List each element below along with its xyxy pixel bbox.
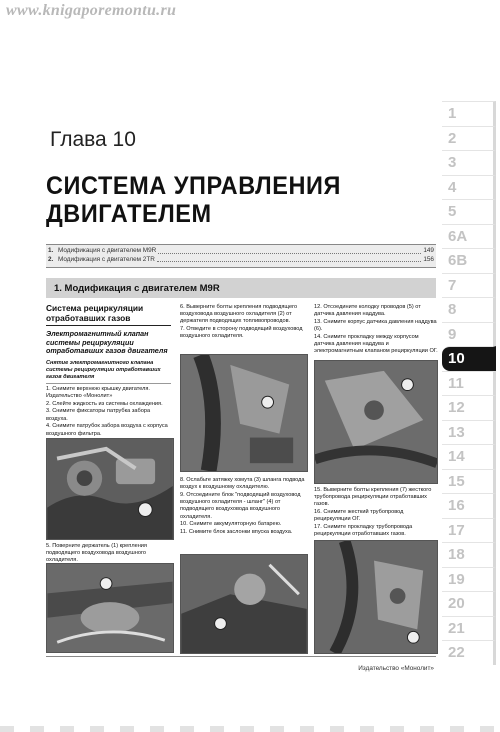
chapter-label: Глава 10 (50, 128, 136, 151)
table-of-contents (46, 244, 436, 268)
chapter-tab[interactable]: 21 (442, 616, 496, 641)
toc-entry[interactable] (48, 256, 434, 265)
engine-photo (180, 354, 308, 472)
chapter-tab[interactable]: 2 (442, 126, 496, 151)
engine-photo (314, 540, 438, 654)
step-text: 17. Снимите прокладку трубопровода рециркуляции отработавших газов. (314, 524, 413, 538)
step-text: 10. Снимите аккумуляторную батарею. (180, 521, 282, 528)
toc-entry-number: 2. (48, 255, 54, 263)
chapter-tab[interactable]: 22 (442, 640, 496, 665)
chapter-tab[interactable]: 6B (442, 248, 496, 273)
toc-leader-dots (158, 247, 421, 254)
footer-divider (46, 656, 436, 657)
toc-entry-page: 149 (423, 247, 434, 254)
caption-column-1 (46, 543, 171, 565)
chapter-tab[interactable]: 12 (442, 395, 496, 420)
chapter-tab[interactable]: 20 (442, 591, 496, 616)
step-text: 6. Выверните болты крепления подводящего воздуховода воздушного охладителя (2) от держателя подводящих топливопроводов. (180, 304, 298, 325)
text-column-2 (180, 304, 305, 341)
component-heading: Электромагнитный клапан системы рециркуляции отработавших газов двигателя (46, 329, 168, 355)
step-text: 7. Отведите в сторону подводящий воздуховод воздушного охладителя. (180, 326, 303, 340)
engine-photo-illustration (315, 541, 437, 653)
engine-photo (314, 360, 438, 484)
step-text: 15. Выверните болты крепления (7) жесткого трубопровода рециркуляции отработавших газов. (314, 487, 432, 508)
engine-photo-illustration (181, 355, 307, 471)
chapter-tab[interactable]: 9 (442, 322, 496, 347)
text-column-3-lower (314, 487, 439, 539)
chapter-tab[interactable]: 3 (442, 150, 496, 175)
chapter-tab[interactable]: 18 (442, 542, 496, 567)
toc-entry-page: 156 (423, 255, 434, 263)
page-title-line-1: СИСТЕМА УПРАВЛЕНИЯ (46, 172, 341, 200)
chapter-tab[interactable]: 13 (442, 420, 496, 445)
toc-entry-number: 1. (48, 247, 54, 254)
step-text: 4. Снимите патрубок забора воздуха с корпуса воздушного фильтра. (46, 423, 168, 437)
footer-publisher: Издательство «Монолит» (358, 665, 434, 672)
toc-leader-dots (157, 256, 421, 263)
toc-entry[interactable] (48, 247, 434, 256)
watermark-url: www.knigaporemontu.ru (6, 2, 177, 19)
step-text: 8. Ослабьте затяжку хомута (3) шланга подвода воздух к воздушному охладителю. (180, 477, 305, 491)
chapter-tab[interactable]: 7 (442, 273, 496, 298)
chapter-tab[interactable]: 5 (442, 199, 496, 224)
toc-entry-text: Модификация с двигателем 2TR (58, 255, 155, 263)
step-text: 2. Слейте жидкость из системы охлаждения. (46, 400, 163, 407)
chapter-tab[interactable]: 4 (442, 175, 496, 200)
step-text: 12. Отсоедините колодку проводов (5) от датчика давления наддува. (314, 304, 421, 318)
text-column-2-lower (180, 477, 305, 537)
engine-photo-illustration (315, 361, 437, 483)
chapter-tabs (442, 101, 496, 665)
engine-photo (180, 554, 308, 654)
chapter-tab-active[interactable]: 10 (442, 346, 496, 371)
chapter-tab[interactable]: 1 (442, 101, 496, 126)
engine-photo (46, 563, 174, 653)
engine-photo-illustration (181, 555, 307, 653)
step-text: 1. Снимите верхнюю крышку двигателя. Издательство «Монолит» (46, 385, 150, 399)
procedure-heading: Снятие электромагнитного клапана системы рециркуляции отработавших газов двигателя (46, 360, 171, 384)
bottom-scan-strip (0, 726, 500, 732)
step-text: 9. Отсоедините блок "подводящий воздуховод воздушного охладителя - шланг" (4) от подводящего воздуховода воздушного охладителя. (180, 492, 301, 520)
text-column-3 (314, 304, 439, 356)
chapter-tab[interactable]: 8 (442, 297, 496, 322)
step-text: 16. Снимите жесткий трубопровод рециркуляции ОГ. (314, 509, 404, 523)
engine-photo (46, 438, 174, 540)
chapter-tab[interactable]: 11 (442, 371, 496, 396)
text-column-1 (46, 304, 171, 438)
step-text: 5. Поверните держатель (1) крепления подводящего воздуховода воздушного охладителя. (46, 543, 147, 564)
page-title-line-2: ДВИГАТЕЛЕМ (46, 200, 212, 228)
chapter-tab[interactable]: 16 (442, 493, 496, 518)
engine-photo-illustration (47, 564, 173, 652)
chapter-tab[interactable]: 15 (442, 469, 496, 494)
chapter-tab[interactable]: 6A (442, 224, 496, 249)
chapter-tab[interactable]: 14 (442, 444, 496, 469)
subsection-heading: Система рециркуляции отработавших газов (46, 304, 171, 326)
toc-entry-text: Модификация с двигателем M9R (58, 247, 157, 254)
chapter-tab[interactable]: 19 (442, 567, 496, 592)
step-text: 13. Снимите корпус датчика давления наддува (6). (314, 319, 437, 333)
step-text: 11. Снимите блок заслонки впуска воздуха. (180, 529, 293, 536)
step-text: 14. Снимите прокладку между корпусом датчика давления наддува и электромагнитным клапаном рециркуляции ОГ. (314, 334, 438, 355)
step-text: 3. Снимите фиксаторы патрубка забора воздуха. (46, 408, 151, 422)
section-header: 1. Модификация с двигателем M9R (46, 278, 436, 298)
engine-photo-illustration (47, 439, 173, 539)
chapter-tab[interactable]: 17 (442, 518, 496, 543)
